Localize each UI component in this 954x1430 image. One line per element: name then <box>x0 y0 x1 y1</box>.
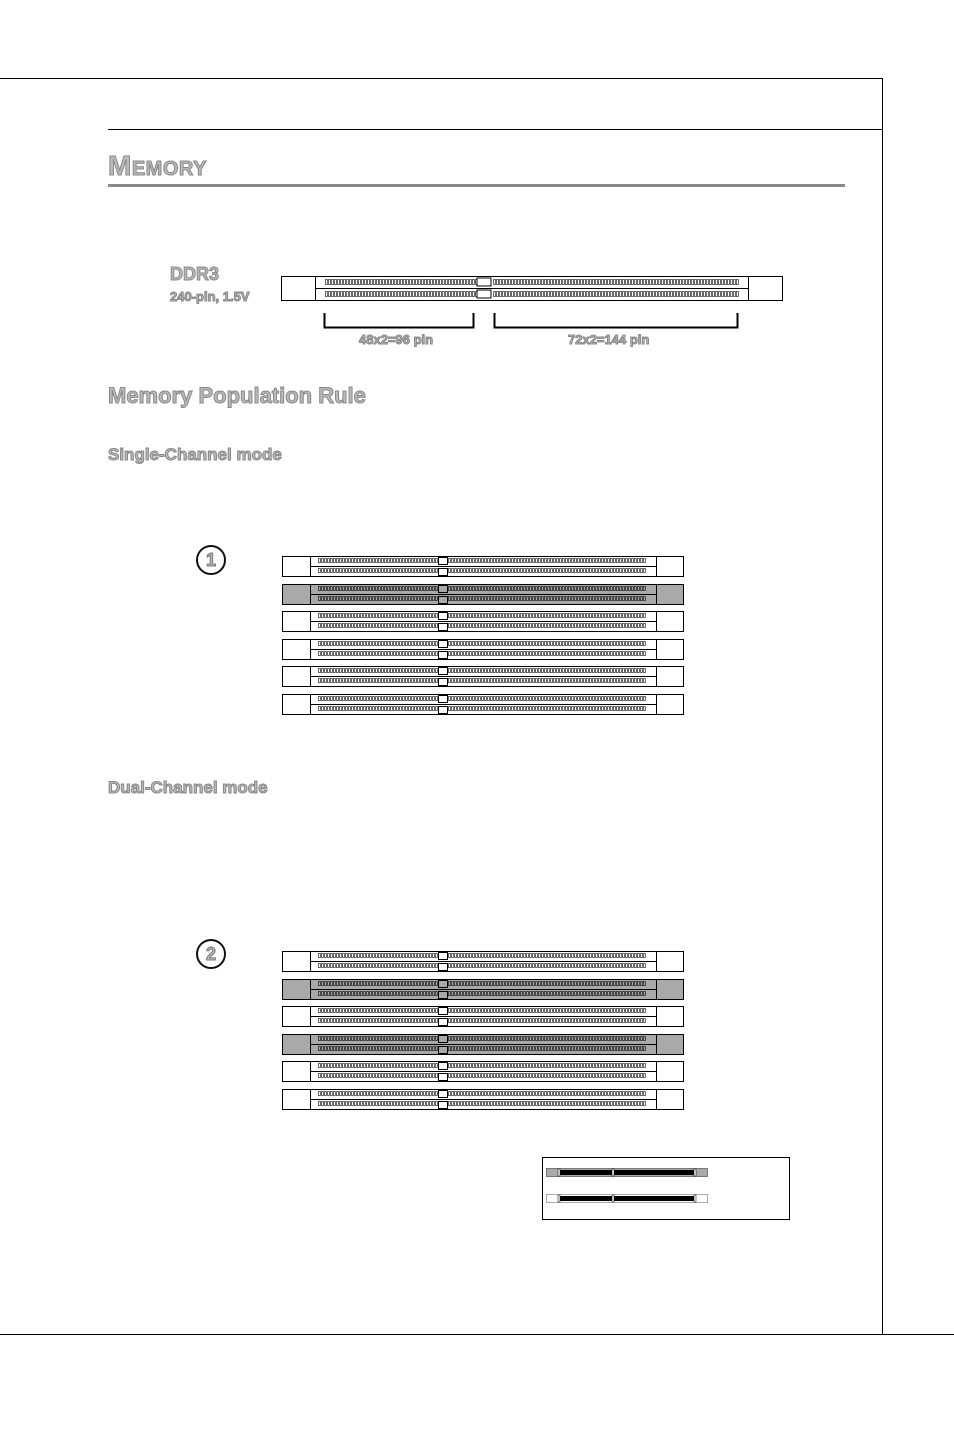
ddr3-module-diagram <box>281 276 783 302</box>
right-pin-count-label: 72x2=144 pin <box>568 332 650 347</box>
memory-slot-empty <box>282 694 684 715</box>
legend-empty-slot <box>546 1194 708 1204</box>
top-border-line <box>0 78 882 79</box>
legend-installed-slot <box>546 1168 708 1178</box>
ddr3-label: DDR3 <box>170 264 220 284</box>
memory-slot-empty <box>282 1061 684 1082</box>
memory-slot-empty <box>282 666 684 687</box>
ddr3-spec: 240-pin, 1.5V <box>170 289 250 304</box>
legend-box <box>542 1157 790 1220</box>
single-channel-title: Single-Channel mode <box>108 445 282 464</box>
memory-slot-installed <box>282 1034 684 1055</box>
dual-channel-title: Dual-Channel mode <box>108 778 268 797</box>
page-title: MEMORY <box>108 150 207 181</box>
step-1-badge: 1 <box>196 545 226 575</box>
memory-slot-empty <box>282 556 684 577</box>
memory-slot-installed <box>282 979 684 1000</box>
memory-slot-empty <box>282 1089 684 1110</box>
pin-count-brackets <box>323 313 739 329</box>
memory-slot-empty <box>282 611 684 632</box>
bottom-border-line <box>0 1334 954 1335</box>
memory-slot-installed <box>282 584 684 605</box>
header-divider-line <box>108 129 882 130</box>
memory-slot-empty <box>282 1006 684 1027</box>
memory-slot-empty <box>282 951 684 972</box>
step-2-badge: 2 <box>196 939 226 969</box>
population-rule-title: Memory Population Rule <box>108 383 366 408</box>
right-border-line <box>882 78 883 1334</box>
heading-underline <box>108 184 845 187</box>
left-pin-count-label: 48x2=96 pin <box>359 332 434 347</box>
memory-slot-empty <box>282 639 684 660</box>
